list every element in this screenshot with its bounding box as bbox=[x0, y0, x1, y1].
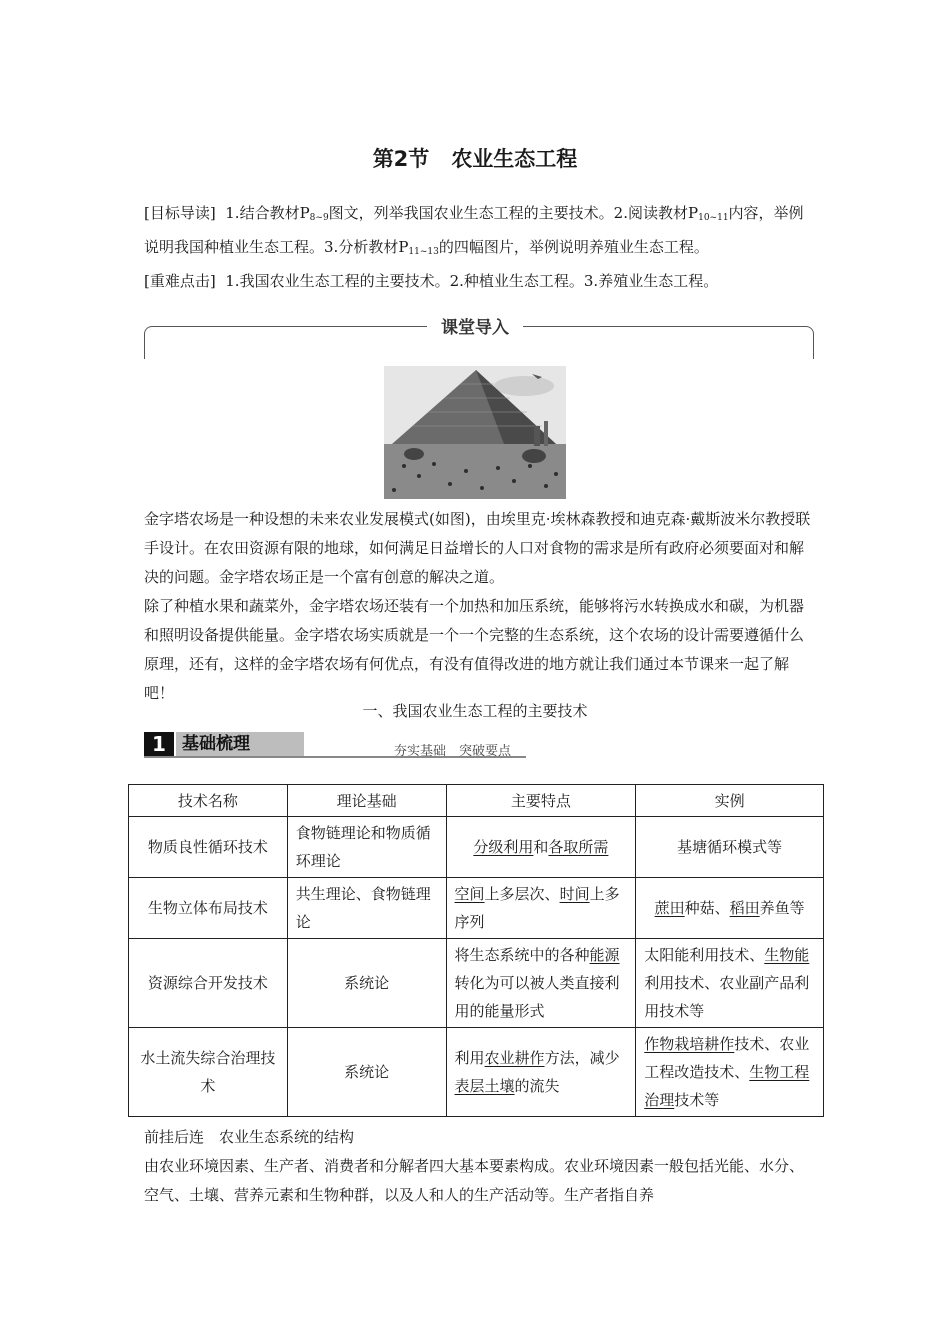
link-text bbox=[144, 1123, 812, 1210]
tech-theory: 系统论 bbox=[287, 939, 446, 1028]
tech-theory: 系统论 bbox=[287, 1028, 446, 1117]
tech-example: 蔗田种菇、稻田养鱼等 bbox=[636, 878, 824, 939]
table-row bbox=[129, 939, 824, 1028]
tech-name: 资源综合开发技术 bbox=[129, 939, 288, 1028]
table-row bbox=[129, 878, 824, 939]
basics-banner bbox=[144, 730, 526, 760]
table-row bbox=[129, 817, 824, 878]
tech-example: 太阳能利用技术、生物能利用技术、农业副产品利用技术等 bbox=[636, 939, 824, 1028]
tech-name: 物质良性循环技术 bbox=[129, 817, 288, 878]
pyramid-farm-photo-icon bbox=[384, 366, 566, 499]
link-label: 前挂后连 农业生态系统的结构 bbox=[144, 1128, 355, 1146]
link-paragraph: 由农业环境因素、生产者、消费者和分解者四大基本要素构成。农业环境因素一般包括光能、水分、空气、土壤、营养元素和生物种群，以及人和人的生产活动等。生产者指自养 bbox=[144, 1157, 805, 1204]
banner-title: 基础梳理 bbox=[176, 732, 304, 756]
section-title: 农业生态工程 bbox=[451, 147, 578, 171]
section-number: 第2节 bbox=[372, 147, 430, 171]
lead-text bbox=[144, 505, 812, 708]
banner-subtitle: 夯实基础 突破要点 bbox=[394, 744, 512, 759]
table-header-row bbox=[129, 785, 824, 817]
tech-feature: 分级利用和各取所需 bbox=[446, 817, 636, 878]
banner-number: 1 bbox=[144, 732, 174, 756]
tech-feature: 利用农业耕作方法，减少表层土壤的流失 bbox=[446, 1028, 636, 1117]
tech-name: 水土流失综合治理技术 bbox=[129, 1028, 288, 1117]
tech-feature: 将生态系统中的各种能源转化为可以被人类直接利用的能量形式 bbox=[446, 939, 636, 1028]
tech-example: 作物栽培耕作技术、农业工程改造技术、生物工程治理技术等 bbox=[636, 1028, 824, 1117]
page-title bbox=[0, 143, 950, 173]
column-header: 主要特点 bbox=[446, 785, 636, 817]
key-paragraph: [重难点击] 1.我国农业生态工程的主要技术。2.种植业生态工程。3.养殖业生态工程。 bbox=[144, 272, 719, 290]
tech-name: 生物立体布局技术 bbox=[129, 878, 288, 939]
section-label: 课堂导入 bbox=[0, 313, 950, 338]
table-row bbox=[129, 1028, 824, 1117]
subsection-heading: 一、我国农业生态工程的主要技术 bbox=[362, 702, 588, 720]
lead-paragraph-1: 金字塔农场是一种设想的未来农业发展模式(如图)，由埃里克·埃林森教授和迪克森·戴斯波米尔教授联手设计。在农田资源有限的地球，如何满足日益增长的人口对食物的需求是所有政府必须要面对和解决的问题。金字塔农场正是一个富有创意的解决之道。 bbox=[144, 510, 811, 586]
column-header: 理论基础 bbox=[287, 785, 446, 817]
column-header: 实例 bbox=[636, 785, 824, 817]
technology-table bbox=[128, 784, 824, 1117]
tech-theory: 食物链理论和物质循环理论 bbox=[287, 817, 446, 878]
lead-paragraph-2: 除了种植水果和蔬菜外，金字塔农场还装有一个加热和加压系统，能够将污水转换成水和碳，为机器和照明设备提供能量。金字塔农场实质就是一个一个完整的生态系统，这个农场的设计需要遵循什么原理，还有，这样的金字塔农场有何优点，有没有值得改进的地方就让我们通过本节课来一起了解吧！ bbox=[144, 597, 805, 702]
tech-example: 基塘循环模式等 bbox=[636, 817, 824, 878]
column-header: 技术名称 bbox=[129, 785, 288, 817]
tech-theory: 共生理论、食物链理论 bbox=[287, 878, 446, 939]
tech-feature: 空间上多层次、时间上多序列 bbox=[446, 878, 636, 939]
intro-block bbox=[144, 199, 812, 296]
goal-paragraph: [目标导读] 1.结合教材$P_{8\sim 9}$图文，列举我国农业生态工程的主要技术。2.阅读教材$P_{10\sim 11}$内容，举例说明我国种植业生态工程。3.分析教材$P_{11\sim 13}$的四幅图片，举例说明养殖业生态工程。 bbox=[144, 204, 804, 257]
